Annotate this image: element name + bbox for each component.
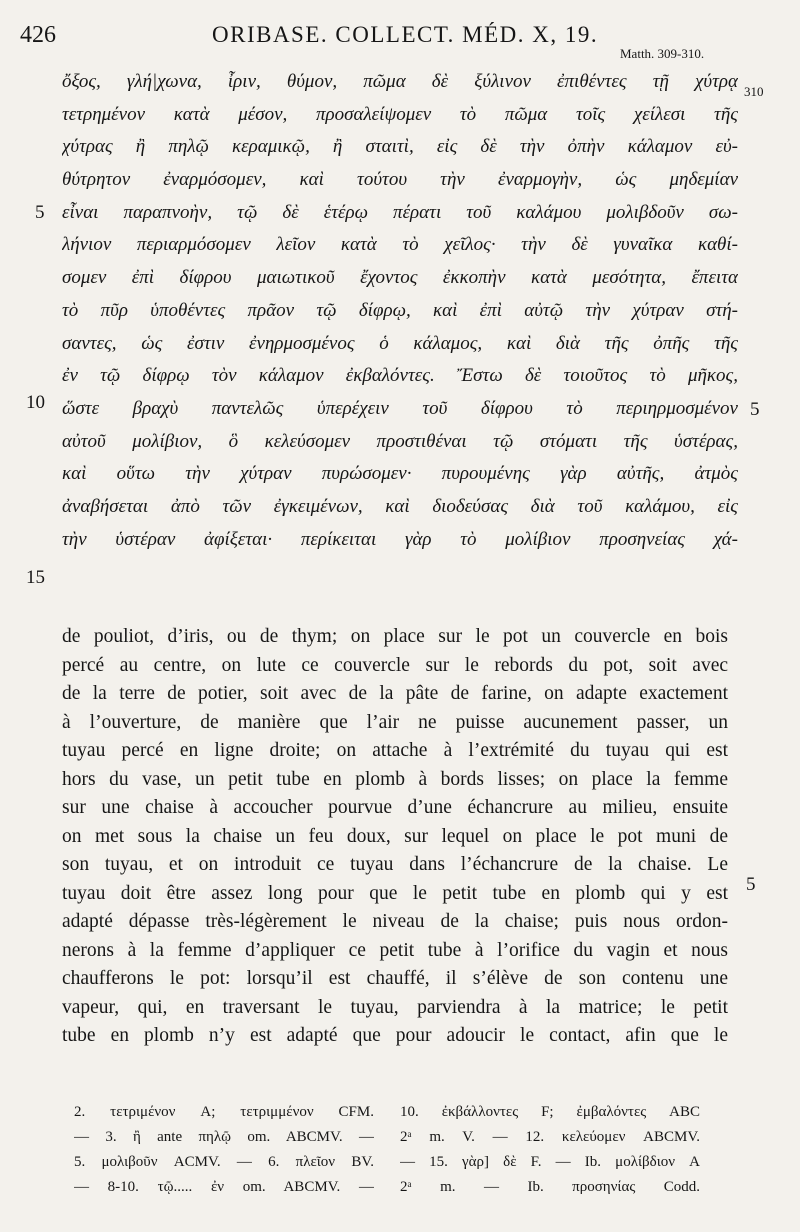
french-line-number-5: 5 bbox=[746, 874, 756, 895]
french-line: tuyau doit être assez long pour que le petit tube en plomb qui y est bbox=[62, 882, 728, 904]
greek-line-number-15: 15 bbox=[26, 567, 45, 588]
margin-ref-310: 310 bbox=[744, 84, 764, 99]
greek-line-number-10: 10 bbox=[26, 392, 45, 413]
greek-line: ἀναβήσεται ἀπὸ τῶν ἐγκειμένων, καὶ διοδεύσας διὰ τοῦ καλάμου, εἰς bbox=[62, 495, 738, 517]
apparatus-line: 5. μολιβοῦν ACMV. — 6. πλεῖον BV. bbox=[74, 1154, 374, 1170]
greek-line: καὶ οὕτω τὴν χύτραν πυρώσομεν· πυρουμένης γὰρ αὐτῆς, ἀτμὸς bbox=[62, 463, 738, 485]
french-line: à l’ouverture, de manière que l’air ne puisse aucunement passer, un bbox=[62, 711, 728, 733]
french-line: percé au centre, on lute ce couvercle sur le rebords du pot, soit avec bbox=[62, 654, 728, 676]
french-line: on met sous la chaise un feu doux, sur lequel on place le pot muni de bbox=[62, 825, 728, 847]
greek-line: τὸ πῦρ ὑποθέντες πρᾶον τῷ δίφρῳ, καὶ ἐπὶ αὐτῷ τὴν χύτραν στή- bbox=[62, 299, 738, 321]
greek-line: ὄξος, γλή|χωνα, ἶριν, θύμον, πῶμα δὲ ξύλινον ἐπιθέντες τῇ χύτρᾳ bbox=[62, 71, 738, 92]
french-line: adapté dépasse très-légèrement le niveau de la chaise; puis nous ordon- bbox=[62, 911, 728, 932]
greek-line: τὴν ὑστέραν ἀφίξεται· περίκειται γὰρ τὸ μολίβιον προσηνείας χά- bbox=[62, 528, 738, 550]
greek-text bbox=[62, 66, 738, 556]
greek-line: θύτρητον ἐναρμόσομεν, καὶ τούτου τὴν ἐναρμογὴν, ὡς μηδεμίαν bbox=[62, 169, 738, 191]
greek-line: χύτρας ἢ πηλῷ κεραμικῷ, ἢ σταιτὶ, εἰς δὲ τὴν ὀπὴν κάλαμον εὐ- bbox=[62, 136, 738, 158]
apparatus-line: 2. τετριμένον A; τετριμμένον CFM. bbox=[74, 1104, 374, 1120]
matthaei-reference: Matth. 309-310. bbox=[620, 46, 705, 61]
french-line: vapeur, qui, en traversant le tuyau, parviendra à la matrice; le petit bbox=[62, 996, 728, 1018]
french-line: chaufferons le pot: lorsqu’il est chauffé, il s’élève de son contenu une bbox=[62, 968, 728, 989]
greek-right-line-number-5: 5 bbox=[750, 399, 760, 420]
apparatus-line: — 15. γὰρ] δὲ F. — Ib. μολίβδιον A bbox=[400, 1154, 700, 1170]
apparatus-left-column bbox=[74, 1100, 374, 1200]
french-line: sur une chaise à accoucher pourvue d’une échancrure au milieu, ensuite bbox=[62, 797, 728, 818]
french-line: tube en plomb n’y est adapté que pour adoucir le contact, afin que le bbox=[62, 1025, 728, 1046]
page-header bbox=[20, 22, 720, 56]
french-line: hors du vase, un petit tube en plomb à bords lisses; on place la femme bbox=[62, 768, 728, 790]
greek-line: σαντες, ὡς ἐστιν ἐνηρμοσμένος ὁ κάλαμος, καὶ διὰ τῆς ὀπῆς τῆς bbox=[62, 332, 738, 354]
french-line: son tuyau, et on introduit ce tuyau dans l’échancrure de la chaise. Le bbox=[62, 854, 728, 875]
greek-line: εἶναι παραπνοὴν, τῷ δὲ ἑτέρῳ πέρατι τοῦ καλάμου μολιβδοῦν σω- bbox=[62, 201, 738, 223]
apparatus-line: 10. ἐκβάλλοντες F; ἐμβαλόντες ABC bbox=[400, 1104, 700, 1120]
running-head: ORIBASE. COLLECT. MÉD. X, 19. bbox=[212, 22, 599, 47]
apparatus-line: — 3. ἢ ante πηλῷ om. ABCMV. — bbox=[74, 1129, 374, 1145]
greek-line: αὐτοῦ μολίβιον, ὃ κελεύσομεν προστιθέναι τῷ στόματι τῆς ὑστέρας, bbox=[62, 430, 738, 452]
greek-line-number-5: 5 bbox=[35, 202, 45, 223]
french-line: tuyau percé en ligne droite; on attache à l’extrémité du tuyau qui est bbox=[62, 740, 728, 761]
apparatus-line: 2ᵃ m. V. — 12. κελεύομεν ABCMV. bbox=[400, 1129, 700, 1145]
apparatus-line: — 8-10. τῷ..... ἐν om. ABCMV. — bbox=[74, 1179, 374, 1195]
page-number: 426 bbox=[20, 22, 56, 48]
greek-line: τετρημένον κατὰ μέσον, προσαλείψομεν τὸ πῶμα τοῖς χείλεσι τῆς bbox=[62, 103, 738, 125]
apparatus-line: 2ᵃ m. — Ib. προσηνίας Codd. bbox=[400, 1179, 700, 1195]
greek-line: ἐν τῷ δίφρῳ τὸν κάλαμον ἐκβαλόντες. Ἔστω δὲ τοιοῦτος τὸ μῆκος, bbox=[62, 365, 738, 387]
greek-line: σομεν ἐπὶ δίφρου μαιωτικοῦ ἔχοντος ἐκκοπὴν κατὰ μεσότητα, ἔπειτα bbox=[62, 267, 738, 289]
greek-line: λήνιον περιαρμόσομεν λεῖον κατὰ τὸ χεῖλος· τὴν δὲ γυναῖκα καθί- bbox=[62, 234, 738, 256]
french-translation bbox=[62, 623, 728, 1051]
apparatus-right-column bbox=[400, 1100, 700, 1200]
french-line: de pouliot, d’iris, ou de thym; on place sur le pot un couvercle en bois bbox=[62, 626, 728, 647]
french-line: de la terre de potier, soit avec de la pâte de farine, on adapte exactement bbox=[62, 683, 728, 704]
french-line: nerons à la femme d’appliquer ce petit tube à l’orifice du vagin et nous bbox=[62, 939, 728, 961]
greek-line: ὥστε βραχὺ παντελῶς ὑπερέχειν τοῦ δίφρου τὸ περιηρμοσμένον bbox=[62, 397, 738, 419]
